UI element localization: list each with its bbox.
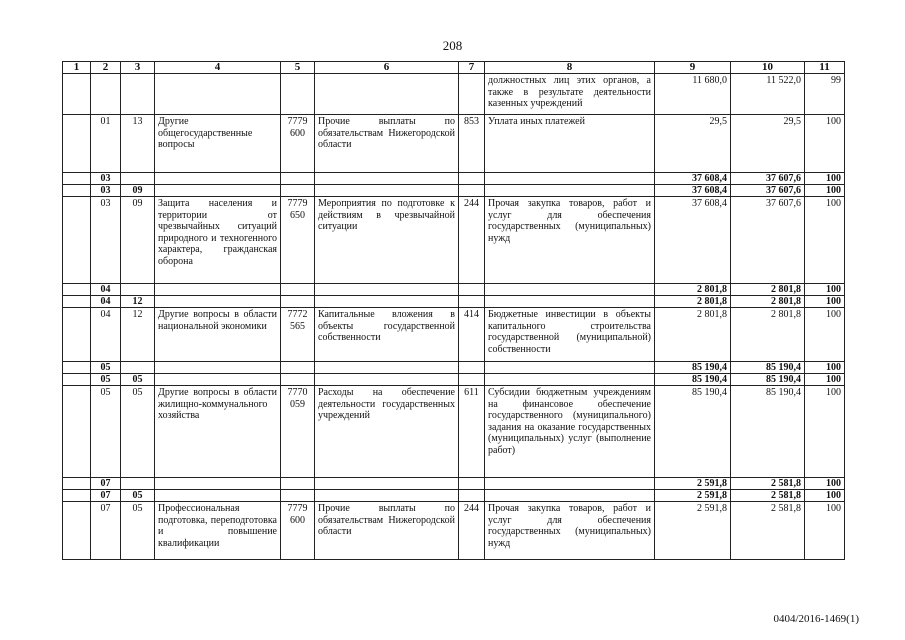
expense-name: Расходы на обеспечение деятельности государственных учреждений	[315, 386, 459, 478]
expense-type	[459, 362, 485, 374]
target-article	[281, 478, 315, 490]
table-row	[63, 386, 845, 478]
subsection-code: 12	[121, 308, 155, 362]
planned-amount: 2 801,8	[655, 296, 731, 308]
subsection-code: 13	[121, 115, 155, 173]
section-code: 01	[91, 115, 121, 173]
executed-amount: 2 581,8	[731, 490, 805, 502]
document-code: 0404/2016-1469(1)	[773, 613, 859, 625]
row-number-cell	[63, 478, 91, 490]
table-row	[63, 502, 845, 560]
section-code: 07	[91, 478, 121, 490]
expense-type-name	[485, 185, 655, 197]
subsection-code: 05	[121, 386, 155, 478]
row-number-cell	[63, 386, 91, 478]
purpose-name	[155, 374, 281, 386]
planned-amount: 37 608,4	[655, 197, 731, 284]
execution-percent: 99	[805, 74, 845, 115]
column-header: 7	[459, 62, 485, 74]
row-number-cell	[63, 115, 91, 173]
purpose-name: Защита населения и территории от чрезвычайных ситуаций природного и техногенного характера, гражданская оборона	[155, 197, 281, 284]
purpose-name: Другие общегосударственные вопросы	[155, 115, 281, 173]
section-code: 04	[91, 284, 121, 296]
subtotal-row	[63, 478, 845, 490]
expense-type-name: Прочая закупка товаров, работ и услуг для обеспечения государственных (муниципальных) нужд	[485, 197, 655, 284]
row-number-cell	[63, 284, 91, 296]
target-article	[281, 185, 315, 197]
execution-percent: 100	[805, 197, 845, 284]
row-number-cell	[63, 185, 91, 197]
row-number-cell	[63, 362, 91, 374]
table-row	[63, 197, 845, 284]
subtotal-row	[63, 362, 845, 374]
expense-name	[315, 74, 459, 115]
expense-type: 244	[459, 502, 485, 560]
expense-name	[315, 374, 459, 386]
section-code: 07	[91, 502, 121, 560]
planned-amount: 37 608,4	[655, 185, 731, 197]
section-code: 07	[91, 490, 121, 502]
subtotal-row	[63, 185, 845, 197]
expense-type-name: Уплата иных платежей	[485, 115, 655, 173]
purpose-name	[155, 284, 281, 296]
execution-percent: 100	[805, 386, 845, 478]
column-header: 8	[485, 62, 655, 74]
purpose-name: Профессиональная подготовка, переподготовка и повышение квалификации	[155, 502, 281, 560]
expense-name: Капитальные вложения в объекты государственной собственности	[315, 308, 459, 362]
purpose-name	[155, 490, 281, 502]
target-article: 7779 600	[281, 502, 315, 560]
row-number-cell	[63, 74, 91, 115]
column-header: 4	[155, 62, 281, 74]
purpose-name	[155, 296, 281, 308]
target-article: 7772 565	[281, 308, 315, 362]
planned-amount: 37 608,4	[655, 173, 731, 185]
row-number-cell	[63, 308, 91, 362]
row-number-cell	[63, 173, 91, 185]
subsection-code	[121, 478, 155, 490]
row-number-cell	[63, 296, 91, 308]
executed-amount: 11 522,0	[731, 74, 805, 115]
expense-type-name	[485, 362, 655, 374]
planned-amount: 29,5	[655, 115, 731, 173]
column-header: 5	[281, 62, 315, 74]
execution-percent: 100	[805, 115, 845, 173]
column-header: 11	[805, 62, 845, 74]
subsection-code	[121, 362, 155, 374]
row-number-cell	[63, 490, 91, 502]
execution-percent: 100	[805, 284, 845, 296]
planned-amount: 2 801,8	[655, 284, 731, 296]
expense-name	[315, 296, 459, 308]
expense-name: Мероприятия по подготовке к действиям в чрезвычайной ситуации	[315, 197, 459, 284]
subsection-code: 05	[121, 502, 155, 560]
subtotal-row	[63, 173, 845, 185]
expense-type-name: Прочая закупка товаров, работ и услуг для обеспечения государственных (муниципальных) нужд	[485, 502, 655, 560]
executed-amount: 37 607,6	[731, 185, 805, 197]
section-code: 04	[91, 308, 121, 362]
expense-name	[315, 362, 459, 374]
column-header: 2	[91, 62, 121, 74]
expense-type	[459, 173, 485, 185]
target-article	[281, 296, 315, 308]
execution-percent: 100	[805, 185, 845, 197]
purpose-name: Другие вопросы в области национальной экономики	[155, 308, 281, 362]
execution-percent: 100	[805, 374, 845, 386]
expense-name: Прочие выплаты по обязательствам Нижегородской области	[315, 115, 459, 173]
section-code: 05	[91, 386, 121, 478]
section-code: 03	[91, 173, 121, 185]
execution-percent: 100	[805, 502, 845, 560]
purpose-name: Другие вопросы в области жилищно-коммунального хозяйства	[155, 386, 281, 478]
executed-amount: 85 190,4	[731, 374, 805, 386]
row-number-cell	[63, 502, 91, 560]
planned-amount: 2 591,8	[655, 502, 731, 560]
expense-name	[315, 284, 459, 296]
expense-type	[459, 490, 485, 502]
executed-amount: 85 190,4	[731, 362, 805, 374]
expense-type-name: должностных лиц этих органов, а также в результате деятельности казенных учреждений	[485, 74, 655, 115]
expense-type	[459, 185, 485, 197]
row-number-cell	[63, 197, 91, 284]
column-header: 9	[655, 62, 731, 74]
section-code: 03	[91, 185, 121, 197]
planned-amount: 85 190,4	[655, 374, 731, 386]
expense-type: 244	[459, 197, 485, 284]
expense-type-name: Бюджетные инвестиции в объекты капитального строительства государственной (муниципальной) собственности	[485, 308, 655, 362]
purpose-name	[155, 478, 281, 490]
expense-name	[315, 490, 459, 502]
header-row	[63, 62, 845, 74]
section-code: 05	[91, 374, 121, 386]
executed-amount: 29,5	[731, 115, 805, 173]
expense-type: 611	[459, 386, 485, 478]
column-header: 3	[121, 62, 155, 74]
execution-percent: 100	[805, 296, 845, 308]
section-code: 04	[91, 296, 121, 308]
subsection-code: 05	[121, 374, 155, 386]
section-code: 03	[91, 197, 121, 284]
expense-type	[459, 374, 485, 386]
planned-amount: 11 680,0	[655, 74, 731, 115]
executed-amount: 2 801,8	[731, 296, 805, 308]
expense-type-name	[485, 296, 655, 308]
expense-type	[459, 296, 485, 308]
table-row	[63, 308, 845, 362]
subsection-code: 09	[121, 197, 155, 284]
column-header: 6	[315, 62, 459, 74]
subtotal-row	[63, 296, 845, 308]
executed-amount: 2 801,8	[731, 308, 805, 362]
subtotal-row	[63, 284, 845, 296]
table-row	[63, 115, 845, 173]
subsection-code	[121, 173, 155, 185]
execution-percent: 100	[805, 308, 845, 362]
execution-percent: 100	[805, 478, 845, 490]
expense-type-name	[485, 490, 655, 502]
target-article: 7779 650	[281, 197, 315, 284]
target-article	[281, 362, 315, 374]
expense-type-name	[485, 478, 655, 490]
planned-amount: 2 591,8	[655, 478, 731, 490]
execution-percent: 100	[805, 362, 845, 374]
planned-amount: 85 190,4	[655, 362, 731, 374]
executed-amount: 85 190,4	[731, 386, 805, 478]
subtotal-row	[63, 374, 845, 386]
planned-amount: 85 190,4	[655, 386, 731, 478]
subsection-code: 12	[121, 296, 155, 308]
row-number-cell	[63, 374, 91, 386]
expense-type-name: Субсидии бюджетным учреждениям на финансовое обеспечение государственного (муниципального) задания на оказание государственных (муниципальных) услуг (выполнение работ)	[485, 386, 655, 478]
target-article	[281, 284, 315, 296]
executed-amount: 37 607,6	[731, 197, 805, 284]
purpose-name	[155, 74, 281, 115]
execution-percent: 100	[805, 490, 845, 502]
subsection-code: 05	[121, 490, 155, 502]
executed-amount: 2 801,8	[731, 284, 805, 296]
purpose-name	[155, 362, 281, 374]
expense-type: 853	[459, 115, 485, 173]
expense-name	[315, 478, 459, 490]
column-header: 1	[63, 62, 91, 74]
target-article	[281, 374, 315, 386]
execution-percent: 100	[805, 173, 845, 185]
expense-type-name	[485, 374, 655, 386]
expense-name	[315, 185, 459, 197]
section-code	[91, 74, 121, 115]
target-article: 7770 059	[281, 386, 315, 478]
expense-type	[459, 74, 485, 115]
purpose-name	[155, 173, 281, 185]
expense-name	[315, 173, 459, 185]
subsection-code	[121, 74, 155, 115]
subtotal-row	[63, 490, 845, 502]
expense-type	[459, 478, 485, 490]
executed-amount: 2 581,8	[731, 478, 805, 490]
subsection-code: 09	[121, 185, 155, 197]
expense-type-name	[485, 173, 655, 185]
subsection-code	[121, 284, 155, 296]
target-article	[281, 173, 315, 185]
column-header: 10	[731, 62, 805, 74]
expense-type-name	[485, 284, 655, 296]
table-row	[63, 74, 845, 115]
executed-amount: 2 581,8	[731, 502, 805, 560]
budget-table	[62, 61, 845, 560]
planned-amount: 2 591,8	[655, 490, 731, 502]
expense-type: 414	[459, 308, 485, 362]
planned-amount: 2 801,8	[655, 308, 731, 362]
expense-name: Прочие выплаты по обязательствам Нижегородской области	[315, 502, 459, 560]
purpose-name	[155, 185, 281, 197]
section-code: 05	[91, 362, 121, 374]
target-article	[281, 490, 315, 502]
target-article: 7779 600	[281, 115, 315, 173]
expense-type	[459, 284, 485, 296]
page-number: 208	[442, 38, 463, 53]
executed-amount: 37 607,6	[731, 173, 805, 185]
target-article	[281, 74, 315, 115]
